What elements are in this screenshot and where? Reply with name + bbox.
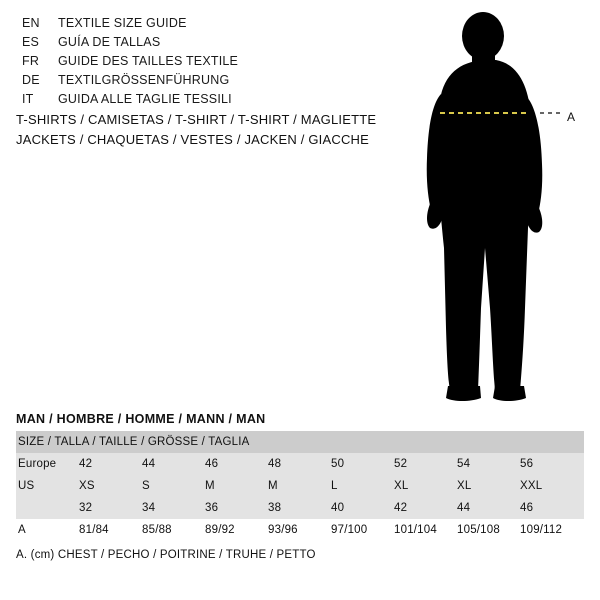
cell-value: L	[331, 475, 394, 497]
row-label	[16, 497, 79, 519]
language-title: TEXTILE SIZE GUIDE	[58, 16, 187, 30]
cell-value: 89/92	[205, 519, 268, 541]
language-row	[22, 54, 382, 73]
cell-value: 36	[205, 497, 268, 519]
cell-value: XL	[394, 475, 457, 497]
language-title: GUIDA ALLE TAGLIE TESSILI	[58, 92, 232, 106]
cell-value: 109/112	[520, 519, 584, 541]
cell-value: 44	[142, 453, 205, 475]
cell-value: 54	[457, 453, 520, 475]
language-title: GUÍA DE TALLAS	[58, 35, 161, 49]
silhouette-svg	[400, 8, 600, 408]
table-header-label: SIZE / TALLA / TAILLE / GRÖSSE / TAGLIA	[16, 431, 584, 453]
size-table	[16, 431, 584, 541]
language-row	[22, 73, 382, 92]
language-title-list	[22, 16, 382, 111]
category-line-tshirts: T-SHIRTS / CAMISETAS / T-SHIRT / T-SHIRT / MAGLIETTE	[16, 112, 377, 127]
language-code: DE	[22, 73, 40, 87]
category-line-jackets: JACKETS / CHAQUETAS / VESTES / JACKEN / GIACCHE	[16, 132, 370, 147]
table-row	[16, 453, 584, 475]
cell-value: M	[268, 475, 331, 497]
table-row	[16, 497, 584, 519]
cell-value: 52	[394, 453, 457, 475]
size-table-section	[16, 412, 584, 561]
cell-value: 48	[268, 453, 331, 475]
row-label: US	[16, 475, 79, 497]
language-code: ES	[22, 35, 40, 49]
cell-value: 42	[79, 453, 142, 475]
cell-value: 46	[520, 497, 584, 519]
row-label: Europe	[16, 453, 79, 475]
cell-value: 105/108	[457, 519, 520, 541]
cell-value: 42	[394, 497, 457, 519]
table-header-row	[16, 431, 584, 453]
cell-value: 81/84	[79, 519, 142, 541]
language-code: FR	[22, 54, 40, 68]
table-footnote: A. (cm) CHEST / PECHO / POITRINE / TRUHE / PETTO	[16, 549, 316, 561]
table-row	[16, 475, 584, 497]
garment-category-list	[16, 110, 396, 150]
cell-value: 85/88	[142, 519, 205, 541]
language-code: IT	[22, 92, 34, 106]
cell-value: 38	[268, 497, 331, 519]
cell-value: XXL	[520, 475, 584, 497]
cell-value: 46	[205, 453, 268, 475]
language-title: GUIDE DES TAILLES TEXTILE	[58, 54, 239, 68]
cell-value: S	[142, 475, 205, 497]
table-title-man: MAN / HOMBRE / HOMME / MANN / MAN	[16, 412, 266, 426]
language-row	[22, 92, 382, 111]
table-row	[16, 519, 584, 541]
cell-value: XL	[457, 475, 520, 497]
cell-value: 40	[331, 497, 394, 519]
language-code: EN	[22, 16, 40, 30]
silhouette-body	[427, 12, 543, 401]
measure-marker-label: A	[567, 110, 576, 124]
cell-value: 32	[79, 497, 142, 519]
language-row	[22, 35, 382, 54]
cell-value: 97/100	[331, 519, 394, 541]
cell-value: 44	[457, 497, 520, 519]
row-label: A	[16, 519, 79, 541]
language-row	[22, 16, 382, 35]
cell-value: 101/104	[394, 519, 457, 541]
male-silhouette-figure	[400, 8, 600, 408]
language-title: TEXTILGRÖSSENFÜHRUNG	[58, 73, 230, 87]
cell-value: M	[205, 475, 268, 497]
cell-value: 34	[142, 497, 205, 519]
cell-value: 93/96	[268, 519, 331, 541]
cell-value: 50	[331, 453, 394, 475]
cell-value: XS	[79, 475, 142, 497]
cell-value: 56	[520, 453, 584, 475]
